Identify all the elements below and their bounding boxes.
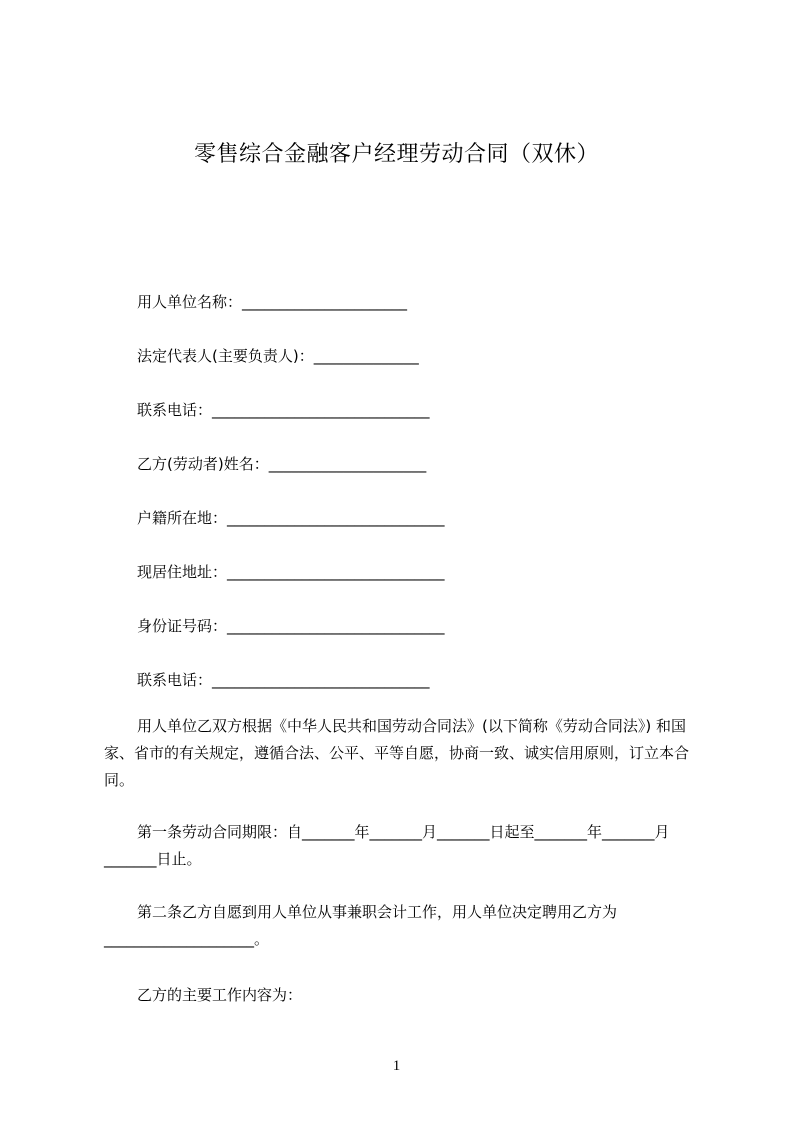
article-2-text: 第二条乙方自愿到用人单位从事兼职会计工作，用人单位决定聘用乙方为____________________。 xyxy=(104,903,618,948)
employer-name-field: 用人单位名称：______________________ xyxy=(137,293,408,311)
page-number: 1 xyxy=(392,1058,401,1074)
id-number-field: 身份证号码：_____________________________ xyxy=(137,617,445,635)
article-1-text: 第一条劳动合同期限：自_______年_______月_______日起至_______年_______月_______日止。 xyxy=(104,823,670,868)
preamble-paragraph xyxy=(104,713,704,794)
document-title: 零售综合金融客户经理劳动合同（双休） xyxy=(193,142,599,167)
employer-phone-field: 联系电话：_____________________________ xyxy=(137,401,430,419)
article-1-paragraph xyxy=(104,819,704,873)
current-address-field: 现居住地址：_____________________________ xyxy=(137,563,445,581)
household-registration-field: 户籍所在地：_____________________________ xyxy=(137,509,445,527)
employee-name-field: 乙方(劳动者)姓名：_____________________ xyxy=(137,455,427,473)
employee-phone-field: 联系电话：_____________________________ xyxy=(137,671,430,689)
legal-representative-field: 法定代表人(主要负责人)：______________ xyxy=(137,347,419,365)
preamble-text: 用人单位乙双方根据《中华人民共和国劳动合同法》(以下简称《劳动合同法》) 和国家、省市的有关规定，遵循合法、公平、平等自愿，协商一致、诚实信用原则，订立本合同。 xyxy=(104,717,690,789)
article-2-paragraph xyxy=(104,899,704,953)
main-duties-label: 乙方的主要工作内容为： xyxy=(137,986,303,1004)
